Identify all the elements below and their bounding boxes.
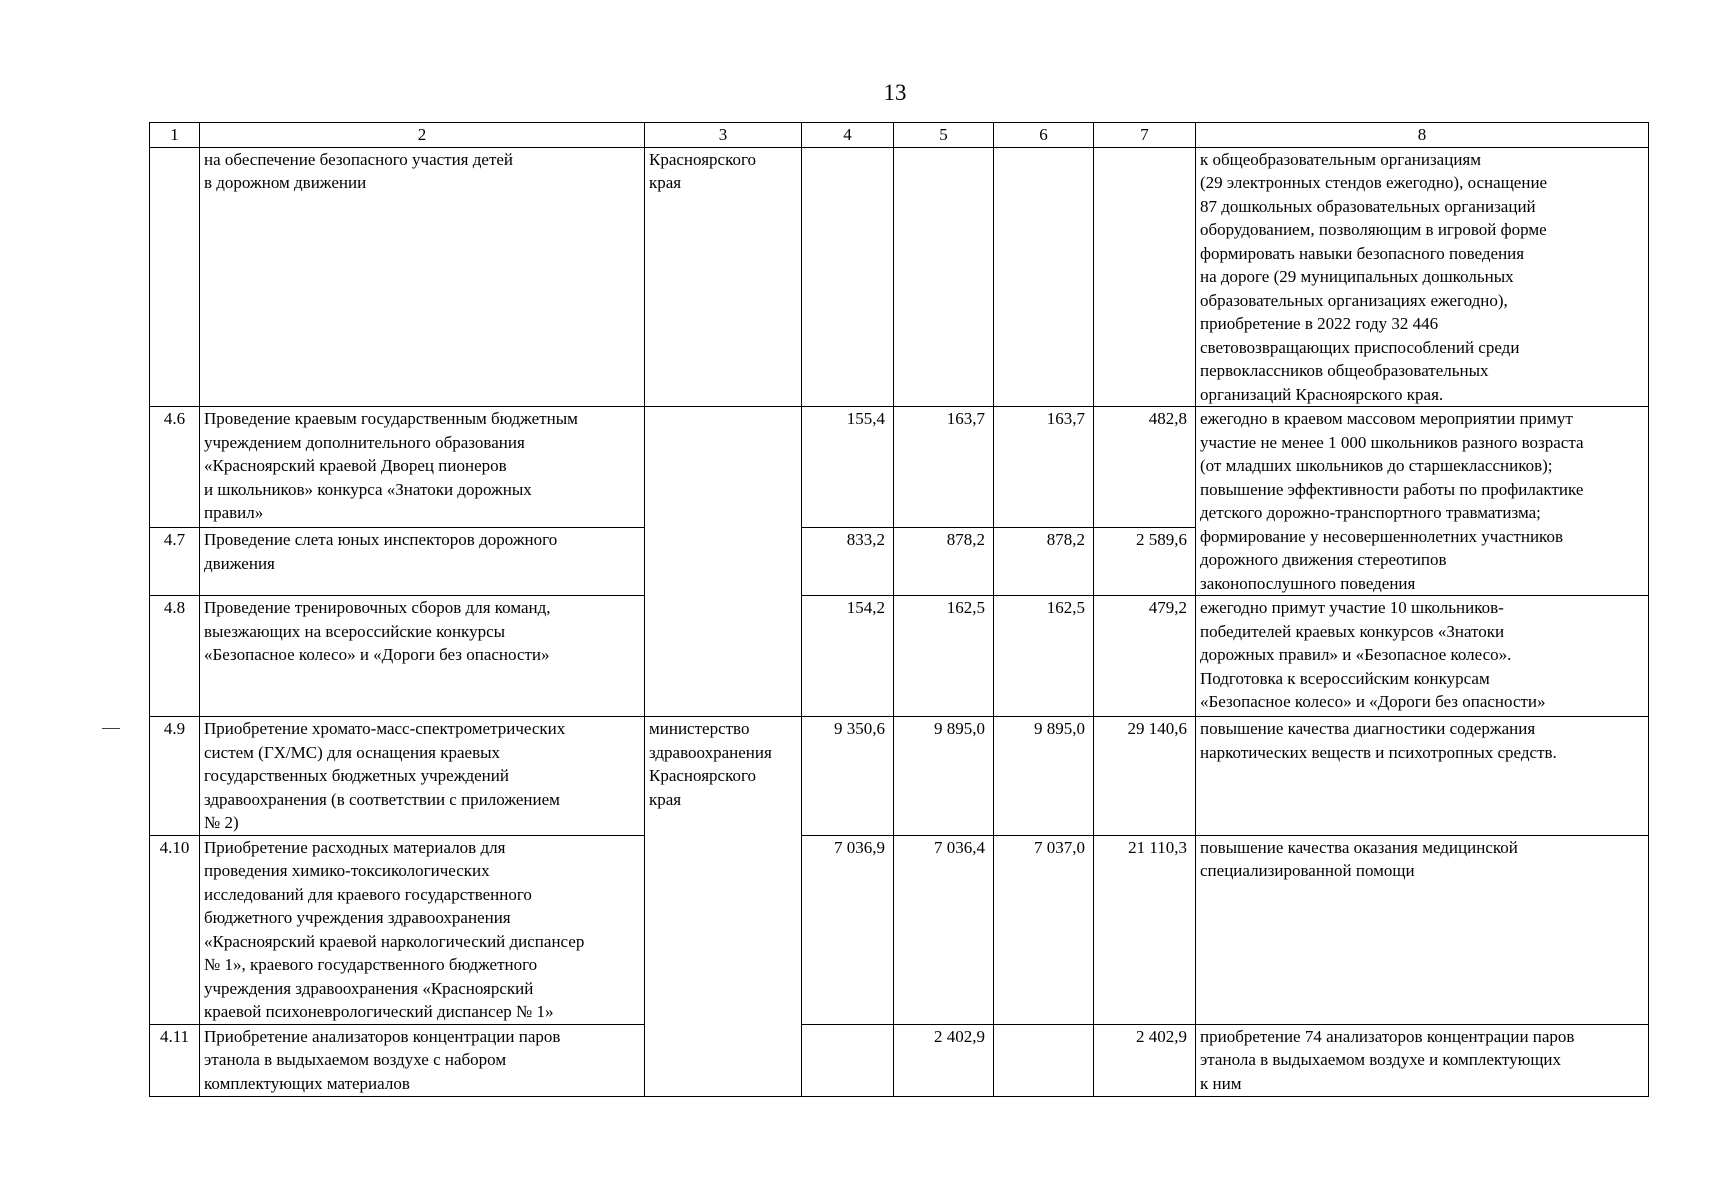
value-col6: 163,7 [994, 407, 1094, 528]
expected-result: приобретение 74 анализаторов концентрации паров этанола в выдыхаемом воздухе и комплектующих к ним [1196, 1024, 1649, 1096]
expected-result: повышение качества диагностики содержания наркотических веществ и психотропных средств. [1196, 717, 1649, 836]
row-number: 4.10 [150, 835, 200, 1024]
value-col4: 154,2 [802, 596, 894, 717]
executor [645, 407, 802, 717]
executor: министерство здравоохранения Красноярского края [645, 717, 802, 1097]
value-col5 [894, 147, 994, 407]
table-row [150, 407, 1649, 528]
value-col5: 162,5 [894, 596, 994, 717]
value-col5: 7 036,4 [894, 835, 994, 1024]
column-header: 8 [1196, 123, 1649, 148]
value-col4 [802, 147, 894, 407]
table-row [150, 717, 1649, 836]
value-col6: 162,5 [994, 596, 1094, 717]
value-col4: 7 036,9 [802, 835, 894, 1024]
margin-mark [102, 728, 120, 729]
value-col4: 833,2 [802, 528, 894, 596]
measure-name: Проведение слета юных инспекторов дорожного движения [200, 528, 645, 596]
value-col6: 9 895,0 [994, 717, 1094, 836]
value-col5: 9 895,0 [894, 717, 994, 836]
row-number: 4.8 [150, 596, 200, 717]
value-col6 [994, 1024, 1094, 1096]
column-header: 4 [802, 123, 894, 148]
table-row [150, 835, 1649, 1024]
value-col6: 878,2 [994, 528, 1094, 596]
table-row [150, 596, 1649, 717]
value-col4: 155,4 [802, 407, 894, 528]
value-col6 [994, 147, 1094, 407]
measure-name: Проведение краевым государственным бюджетным учреждением дополнительного образования «Красноярский краевой Дворец пионеров и школьников» конкурса «Знатоки дорожных правил» [200, 407, 645, 528]
value-col5: 878,2 [894, 528, 994, 596]
table-row [150, 1024, 1649, 1096]
value-col7: 29 140,6 [1094, 717, 1196, 836]
expected-result: ежегодно примут участие 10 школьников- победителей краевых конкурсов «Знатоки дорожных правил» и «Безопасное колесо». Подготовка к всероссийским конкурсам «Безопасное колесо» и «Дороги без опасности» [1196, 596, 1649, 717]
program-table [149, 122, 1649, 1097]
value-col7 [1094, 147, 1196, 407]
row-number [150, 147, 200, 407]
value-col6: 7 037,0 [994, 835, 1094, 1024]
value-col4 [802, 1024, 894, 1096]
expected-result: к общеобразовательным организациям (29 электронных стендов ежегодно), оснащение 87 дошкольных образовательных организаций оборудованием, позволяющим в игровой форме формировать навыки безопасного поведения на дороге (29 муниципальных дошкольных образовательных организациях ежегодно), приобретение в 2022 году 32 446 световозвращающих приспособлений среди первоклассников общеобразовательных организаций Красноярского края. [1196, 147, 1649, 407]
value-col7: 479,2 [1094, 596, 1196, 717]
table-row [150, 147, 1649, 407]
expected-result: ежегодно в краевом массовом мероприятии примут участие не менее 1 000 школьников разного возраста (от младших школьников до старшеклассников); повышение эффективности работы по профилактике детского дорожно-транспортного травматизма; формирование у несовершеннолетних участников дорожного движения стереотипов законопослушного поведения [1196, 407, 1649, 596]
page-number: 13 [883, 80, 907, 105]
column-header: 6 [994, 123, 1094, 148]
value-col5: 163,7 [894, 407, 994, 528]
column-header: 5 [894, 123, 994, 148]
value-col7: 2 402,9 [1094, 1024, 1196, 1096]
column-header: 2 [200, 123, 645, 148]
value-col7: 2 589,6 [1094, 528, 1196, 596]
value-col7: 482,8 [1094, 407, 1196, 528]
value-col4: 9 350,6 [802, 717, 894, 836]
measure-name: Проведение тренировочных сборов для команд, выезжающих на всероссийские конкурсы «Безопасное колесо» и «Дороги без опасности» [200, 596, 645, 717]
row-number: 4.7 [150, 528, 200, 596]
measure-name: на обеспечение безопасного участия детей в дорожном движении [200, 147, 645, 407]
column-header: 1 [150, 123, 200, 148]
measure-name: Приобретение анализаторов концентрации паров этанола в выдыхаемом воздухе с набором комплектующих материалов [200, 1024, 645, 1096]
row-number: 4.11 [150, 1024, 200, 1096]
expected-result: повышение качества оказания медицинской специализированной помощи [1196, 835, 1649, 1024]
value-col5: 2 402,9 [894, 1024, 994, 1096]
executor: Красноярского края [645, 147, 802, 407]
table-header-row [150, 123, 1649, 148]
measure-name: Приобретение хромато-масс-спектрометрических систем (ГХ/МС) для оснащения краевых государственных бюджетных учреждений здравоохранения (в соответствии с приложением № 2) [200, 717, 645, 836]
column-header: 3 [645, 123, 802, 148]
row-number: 4.6 [150, 407, 200, 528]
row-number: 4.9 [150, 717, 200, 836]
column-header: 7 [1094, 123, 1196, 148]
value-col7: 21 110,3 [1094, 835, 1196, 1024]
measure-name: Приобретение расходных материалов для проведения химико-токсикологических исследований для краевого государственного бюджетного учреждения здравоохранения «Красноярский краевой наркологический диспансер № 1», краевого государственного бюджетного учреждения здравоохранения «Красноярский краевой психоневрологический диспансер № 1» [200, 835, 645, 1024]
